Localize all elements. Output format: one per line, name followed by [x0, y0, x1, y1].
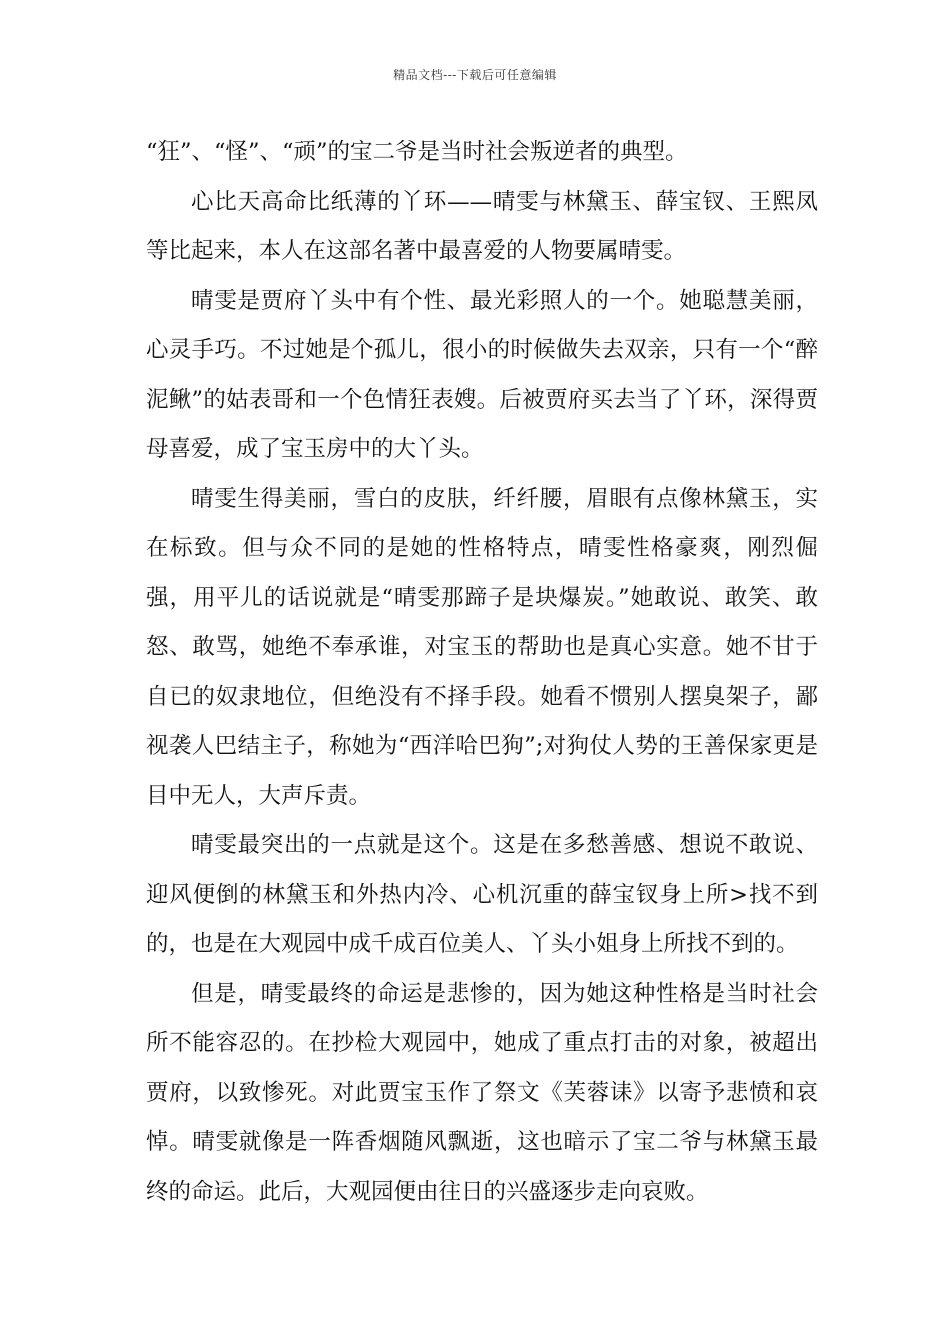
paragraph-2: 心比天高命比纸薄的丫环——晴雯与林黛玉、薛宝钗、王熙凤等比起来，本人在这部名著中最喜爱的人物要属晴雯。	[146, 188, 818, 264]
paragraph-5: 晴雯最突出的一点就是这个。这是在多愁善感、想说不敢说、迎风便倒的林黛玉和外热内冷、心机沉重的薛宝钗身上所>找不到的，也是在大观园中成千成百位美人、丫头小姐身上所找不到的。	[146, 832, 818, 957]
document-body	[146, 128, 818, 1217]
paragraph-6: 但是，晴雯最终的命运是悲惨的，因为她这种性格是当时社会所不能容忍的。在抄检大观园中，她成了重点打击的对象，被超出贾府，以致惨死。对此贾宝玉作了祭文《芙蓉诔》以寄予悲愤和哀悼。晴雯就像是一阵香烟随风飘逝，这也暗示了宝二爷与林黛玉最终的命运。此后，大观园便由往日的兴盛逐步走向哀败。	[146, 980, 818, 1205]
paragraph-4: 晴雯生得美丽，雪白的皮肤，纤纤腰，眉眼有点像林黛玉，实在标致。但与众不同的是她的性格特点，晴雯性格豪爽，刚烈倔强，用平儿的话说就是“晴雯那蹄子是块爆炭。”她敢说、敢笑、敢怒、敢骂，她绝不奉承谁，对宝玉的帮助也是真心实意。她不甘于自已的奴隶地位，但绝没有不择手段。她看不惯别人摆臭架子，鄙视袭人巴结主子，称她为“西洋哈巴狗”;对狗仗人势的王善保家更是目中无人，大声斥责。	[146, 485, 818, 809]
page-header: 精品文档---下载后可任意编辑	[393, 68, 557, 82]
paragraph-3: 晴雯是贾府丫头中有个性、最光彩照人的一个。她聪慧美丽，心灵手巧。不过她是个孤儿，很小的时候做失去双亲，只有一个“醉泥鳅”的姑表哥和一个色情狂表嫂。后被贾府买去当了丫环，深得贾母喜爱，成了宝玉房中的大丫头。	[146, 287, 818, 462]
paragraph-1: “狂”、“怪”、“顽”的宝二爷是当时社会叛逆者的典型。	[146, 139, 688, 165]
